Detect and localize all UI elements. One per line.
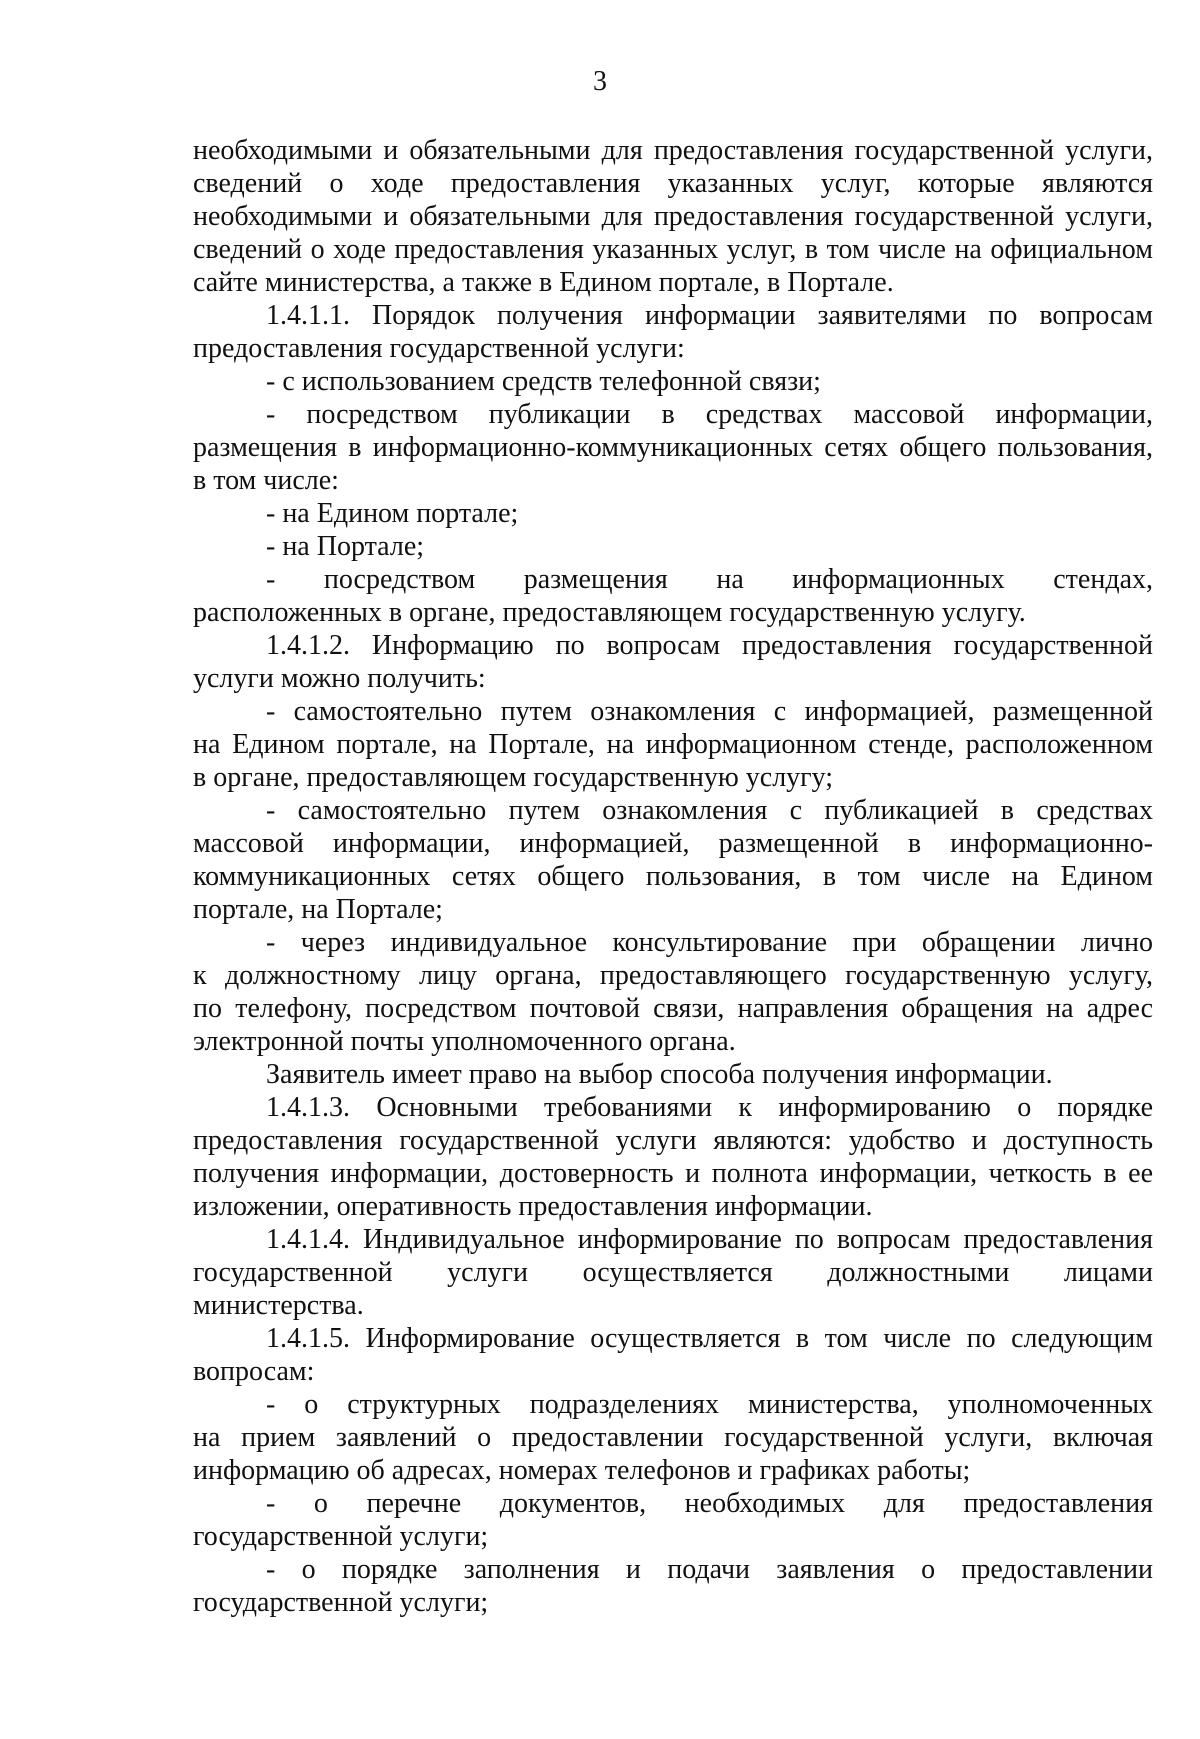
text-line: сведений о ходе предоставления указанных услуг, в том числе на официальном (193, 234, 1153, 265)
text-line: по телефону, посредством почтовой связи, направления обращения на адрес (193, 993, 1153, 1024)
text-line: 1.4.1.1. Порядок получения информации заявителями по вопросам (266, 300, 1153, 331)
text-line: - на Едином портале; (266, 498, 519, 529)
text-line: услуги можно получить: (193, 663, 486, 694)
text-line: - посредством размещения на информационных стендах, (266, 564, 1153, 595)
text-line: государственной услуги осуществляется должностными лицами (193, 1257, 1153, 1288)
text-line: 1.4.1.2. Информацию по вопросам предоставления государственной (266, 630, 1153, 661)
text-line: министерства. (193, 1290, 364, 1321)
text-line: размещения в информационно-коммуникационных сетях общего пользования, (193, 432, 1153, 463)
text-line: - о структурных подразделениях министерства, уполномоченных (266, 1389, 1153, 1420)
text-line: сведений о ходе предоставления указанных услуг, которые являются (193, 168, 1153, 199)
text-line: в том числе: (193, 465, 339, 496)
text-line: сайте министерства, а также в Едином портале, в Портале. (193, 267, 894, 298)
text-line: необходимыми и обязательными для предоставления государственной услуги, (193, 135, 1153, 166)
text-line: коммуникационных сетях общего пользования, в том числе на Едином (193, 861, 1153, 892)
page-number: 3 (593, 66, 607, 97)
text-line: - посредством публикации в средствах массовой информации, (266, 399, 1153, 430)
text-line: государственной услуги; (193, 1521, 489, 1552)
text-line: необходимыми и обязательными для предоставления государственной услуги, (193, 201, 1153, 232)
document-body (193, 134, 1153, 1619)
text-line: изложении, оперативность предоставления информации. (193, 1191, 873, 1222)
text-line: расположенных в органе, предоставляющем государственную услугу. (193, 597, 1026, 628)
text-line: - самостоятельно путем ознакомления с публикацией в средствах (266, 795, 1153, 826)
text-line: электронной почты уполномоченного органа. (193, 1026, 736, 1057)
text-line: вопросам: (193, 1356, 315, 1387)
text-line: государственной услуги; (193, 1587, 489, 1618)
text-line: - о порядке заполнения и подачи заявления о предоставлении (266, 1554, 1153, 1585)
text-line: 1.4.1.3. Основными требованиями к информированию о порядке (266, 1092, 1153, 1123)
text-line: - с использованием средств телефонной связи; (266, 366, 821, 397)
text-line: - о перечне документов, необходимых для предоставления (266, 1488, 1153, 1519)
text-line: информацию об адресах, номерах телефонов и графиках работы; (193, 1455, 971, 1486)
text-line: предоставления государственной услуги являются: удобство и доступность (193, 1125, 1153, 1156)
text-line: на прием заявлений о предоставлении государственной услуги, включая (193, 1422, 1153, 1453)
text-line: - на Портале; (266, 531, 425, 562)
text-line: к должностному лицу органа, предоставляющего государственную услугу, (193, 960, 1153, 991)
text-line: массовой информации, информацией, размещенной в информационно- (193, 828, 1153, 859)
text-line: - через индивидуальное консультирование при обращении лично (266, 927, 1153, 958)
text-line: - самостоятельно путем ознакомления с информацией, размещенной (266, 696, 1153, 727)
text-line: получения информации, достоверность и полнота информации, четкость в ее (193, 1158, 1153, 1189)
text-line: 1.4.1.5. Информирование осуществляется в том числе по следующим (266, 1323, 1153, 1354)
text-line: предоставления государственной услуги: (193, 333, 685, 364)
text-line: Заявитель имеет право на выбор способа получения информации. (266, 1059, 1053, 1090)
text-line: на Едином портале, на Портале, на информационном стенде, расположенном (193, 729, 1153, 760)
text-line: портале, на Портале; (193, 894, 443, 925)
text-line: 1.4.1.4. Индивидуальное информирование по вопросам предоставления (266, 1224, 1153, 1255)
text-line: в органе, предоставляющем государственную услугу; (193, 762, 834, 793)
